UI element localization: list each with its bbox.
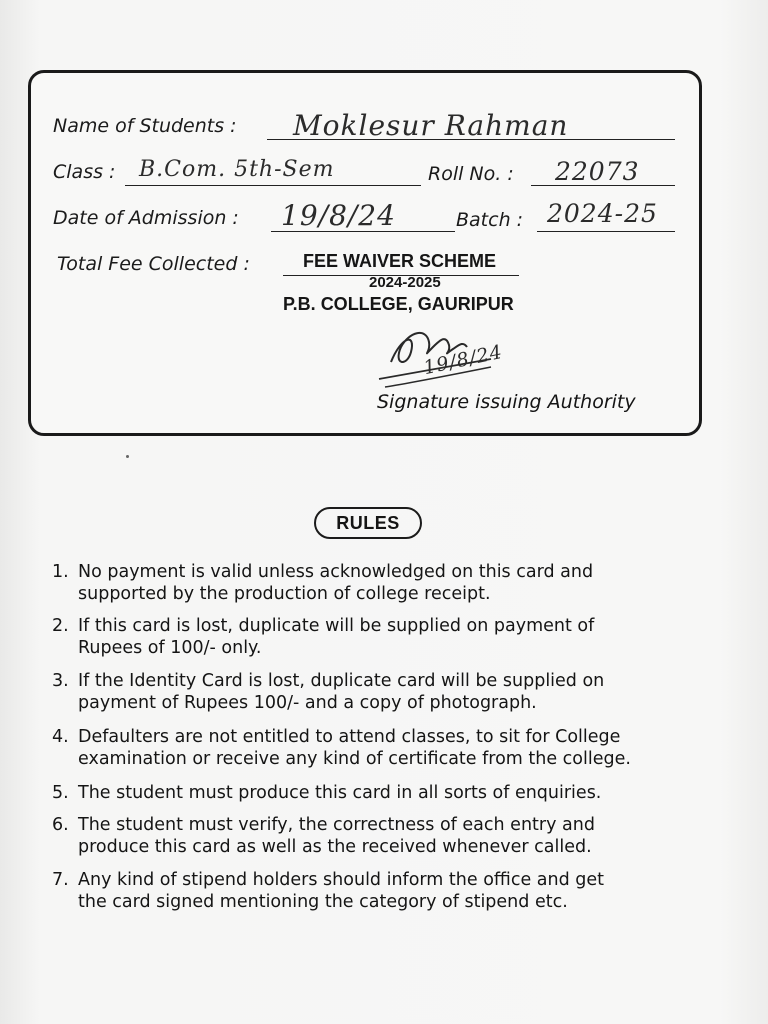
batch-value: 2024-25 — [547, 199, 658, 228]
rule-text: If the Identity Card is lost, duplicate card will be supplied on — [78, 671, 605, 691]
roll-value: 22073 — [555, 157, 640, 186]
rule-text: Rupees of 100/- only. — [78, 638, 262, 658]
stamp-year: 2024-2025 — [369, 274, 441, 291]
rule-text: No payment is valid unless acknowledged on this card and — [78, 562, 594, 582]
batch-underline — [537, 231, 675, 232]
stamp-scheme: FEE WAIVER SCHEME — [303, 251, 497, 271]
rule-text: produce this card as well as the received whenever called. — [78, 837, 592, 857]
roll-label: Roll No. : — [428, 163, 514, 185]
name-label: Name of Students : — [53, 115, 237, 137]
signature-label: Signature issuing Authority — [377, 391, 636, 413]
rule-number: 5. — [52, 783, 69, 803]
rule-number: 7. — [52, 870, 69, 890]
rule-number: 3. — [52, 671, 69, 691]
rule-text: payment of Rupees 100/- and a copy of photograph. — [78, 693, 537, 713]
fee-label: Total Fee Collected : — [57, 253, 250, 275]
rule-number: 6. — [52, 815, 69, 835]
class-value: B.Com. 5th-Sem — [139, 157, 335, 182]
rule-text: examination or receive any kind of certificate from the college. — [78, 749, 631, 769]
rule-number: 1. — [52, 562, 69, 582]
admission-label: Date of Admission : — [53, 207, 239, 229]
rule-text: the card signed mentioning the category of stipend etc. — [78, 892, 568, 912]
rule-text: The student must produce this card in all sorts of enquiries. — [78, 783, 602, 803]
stamp-college: P.B. COLLEGE, GAURIPUR — [283, 294, 514, 314]
rule-number: 2. — [52, 616, 69, 636]
rule-text: The student must verify, the correctness of each entry and — [78, 815, 595, 835]
class-underline — [125, 185, 421, 186]
batch-label: Batch : — [456, 209, 524, 231]
rule-number: 4. — [52, 727, 69, 747]
rule-text: Defaulters are not entitled to attend classes, to sit for College — [78, 727, 621, 747]
signature-date: 19/8/24 — [421, 340, 505, 380]
speck — [126, 455, 129, 458]
name-value: Moklesur Rahman — [293, 109, 569, 142]
student-info-card — [28, 70, 702, 436]
rule-text: Any kind of stipend holders should inform the office and get — [78, 870, 604, 890]
class-label: Class : — [53, 161, 116, 183]
rules-title: RULES — [314, 507, 422, 539]
rule-text: supported by the production of college receipt. — [78, 584, 491, 604]
admission-value: 19/8/24 — [281, 199, 396, 232]
rule-text: If this card is lost, duplicate will be supplied on payment of — [78, 616, 595, 636]
